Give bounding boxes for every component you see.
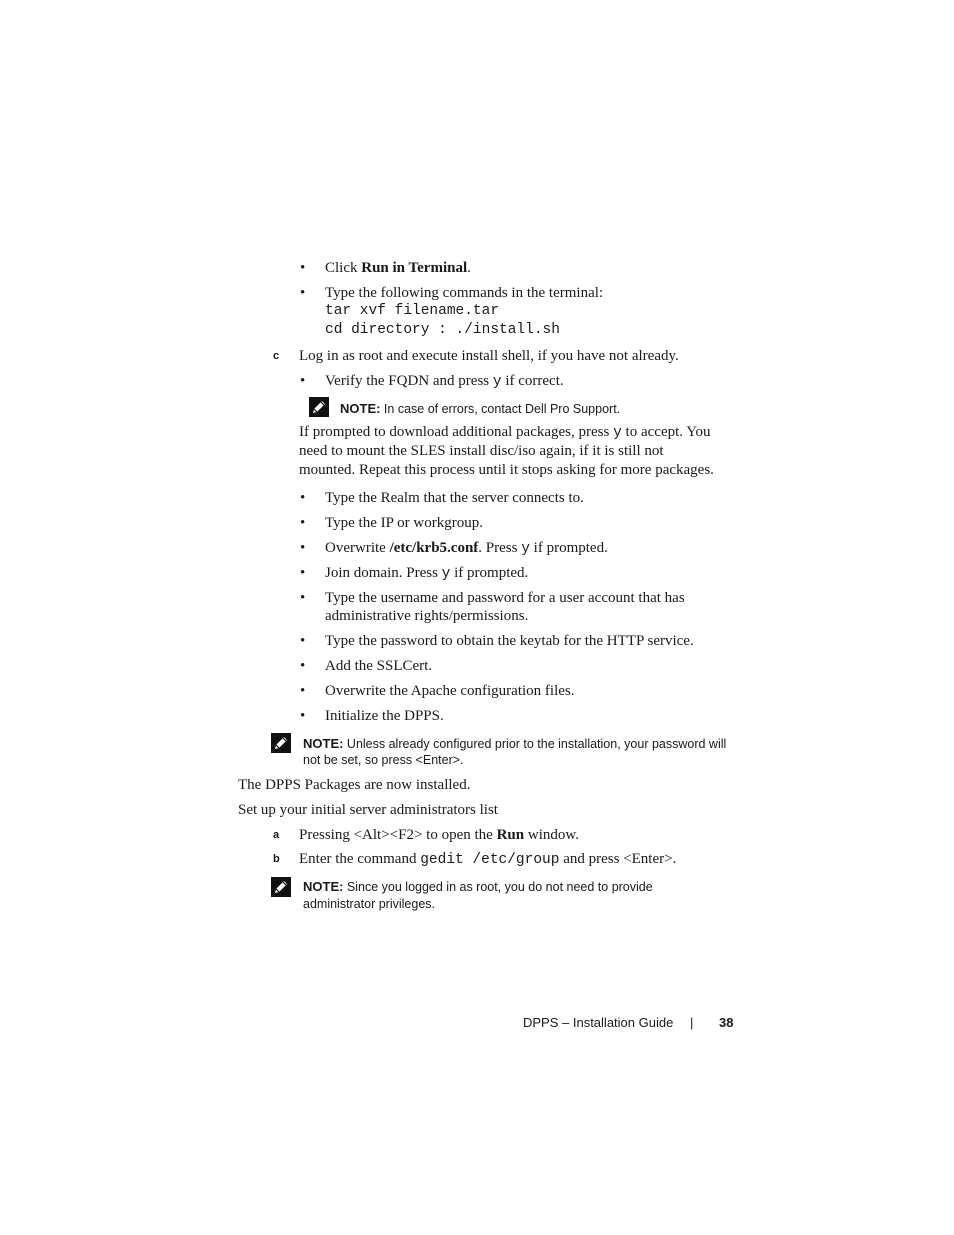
run-in-terminal-bold: Run in Terminal [361,260,468,276]
list-item-ip: Type the IP or workgroup. [325,515,483,531]
krb5-path-bold: /etc/krb5.conf [389,540,479,556]
note-1: NOTE: In case of errors, contact Dell Pro Support. [340,401,621,416]
note-2-line-1: NOTE: Unless already configured prior to the installation, your password will [303,736,727,751]
inline-code: y [441,566,451,582]
bullet-marker: • [300,683,306,699]
inline-code: y [492,374,502,390]
bullet-marker: • [300,590,306,606]
step-a-text: Pressing <Alt><F2> to open the Run window. [299,827,579,843]
note-3-line-2: administrator privileges. [303,897,435,911]
list-item-type-commands: Type the following commands in the terminal: [325,285,604,301]
bullet-marker: • [300,633,306,649]
command-line-1: tar xvf filename.tar [325,303,500,319]
step-marker-b: b [273,853,280,865]
list-item-apache: Overwrite the Apache configuration files. [325,683,575,699]
step-c-text: Log in as root and execute install shell, if you have not already. [299,348,679,364]
bullet-marker: • [300,515,306,531]
bullet-marker: • [300,658,306,674]
note-3-line-1: NOTE: Since you logged in as root, you do not need to provide [303,879,653,894]
list-item-username-line-2: administrative rights/permissions. [325,608,529,624]
command-line-2: cd directory : ./install.sh [325,322,560,338]
bullet-marker: • [300,540,306,556]
inline-code: y [521,541,530,557]
bullet-marker: • [300,260,306,276]
step-marker-a: a [273,829,280,841]
note-label: NOTE: [303,736,344,751]
list-item-verify-fqdn: Verify the FQDN and press y if correct. [325,373,564,390]
note-2-line-2: not be set, so press <Enter>. [303,753,464,767]
installed-paragraph: The DPPS Packages are now installed. [238,777,471,793]
prompt-paragraph-line-2: need to mount the SLES install disc/iso again, if it is still not [299,443,664,459]
note-label: NOTE: [340,401,381,416]
list-item-sslcert: Add the SSLCert. [325,658,433,674]
list-item-keytab: Type the password to obtain the keytab for the HTTP service. [325,633,694,649]
page-number: 38 [719,1015,734,1030]
footer-title: DPPS – Installation Guide [523,1015,674,1030]
step-b-text: Enter the command gedit /etc/group and press <Enter>. [299,851,677,868]
bullet-marker: • [300,565,306,581]
list-item-join-domain: Join domain. Press y if prompted. [325,565,529,582]
note-pencil-icon [271,877,291,897]
setup-paragraph: Set up your initial server administrators list [238,802,498,818]
footer-separator: | [690,1015,694,1030]
bullet-marker: • [300,285,306,301]
step-marker-c: c [273,350,280,362]
note-pencil-icon [309,397,329,417]
note-pencil-icon [271,733,291,753]
inline-code: gedit /etc/group [420,852,560,868]
bullet-marker: • [300,490,306,506]
prompt-paragraph-line-3: mounted. Repeat this process until it stops asking for more packages. [299,462,714,478]
list-item-initialize: Initialize the DPPS. [325,708,444,724]
list-item-click-run: Click Run in Terminal. [325,260,471,276]
bullet-marker: • [300,373,306,389]
list-item-realm: Type the Realm that the server connects to. [325,490,584,506]
prompt-paragraph-line-1: If prompted to download additional packages, press y to accept. You [299,424,711,441]
note-label: NOTE: [303,879,344,894]
list-item-overwrite-krb5: Overwrite /etc/krb5.conf. Press y if prompted. [325,540,608,557]
run-bold: Run [496,827,525,843]
bullet-marker: • [300,708,306,724]
inline-code: y [613,425,622,441]
list-item-username-line-1: Type the username and password for a user account that has [325,590,685,606]
